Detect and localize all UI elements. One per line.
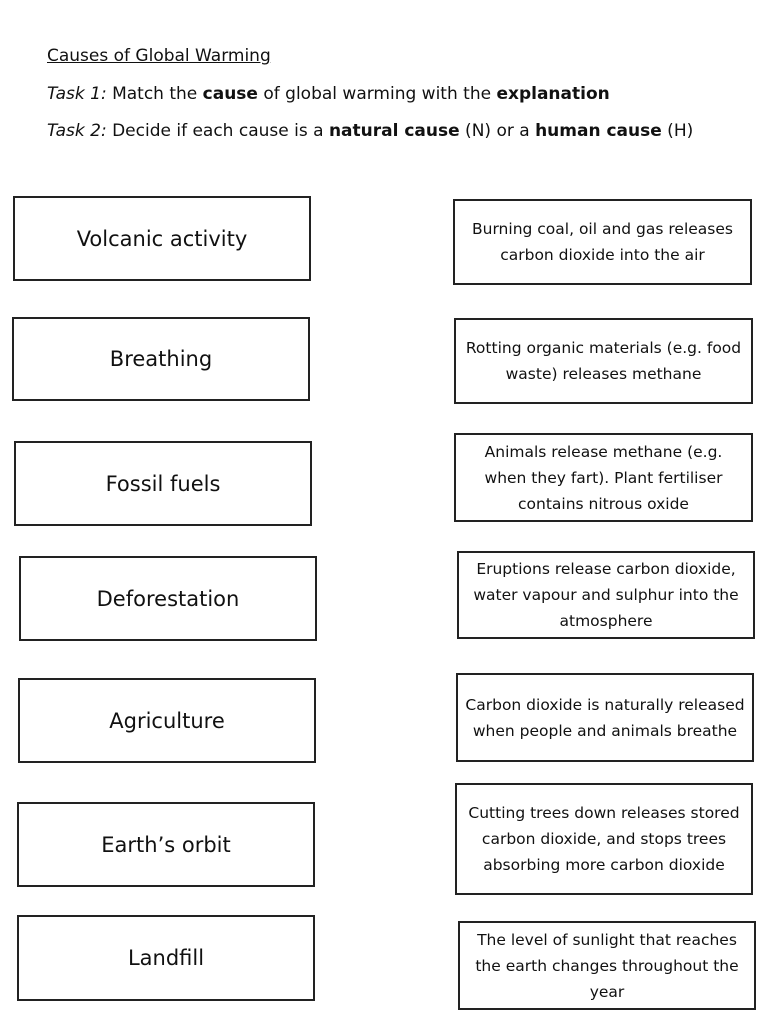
task-2-text-c: (H) — [661, 121, 694, 141]
cause-card-landfill[interactable]: Landfill — [17, 915, 315, 1001]
cause-card-breathing[interactable]: Breathing — [12, 317, 310, 401]
task-2-text-b: (N) or a — [459, 121, 536, 141]
cause-card-deforestation[interactable]: Deforestation — [19, 556, 317, 641]
cause-card-agriculture[interactable]: Agriculture — [18, 678, 316, 763]
task-1-text-b: of global warming with the — [257, 84, 497, 104]
task-2-text-a: Decide if each cause is a — [106, 121, 329, 141]
task-2-keyword-natural: natural cause — [328, 121, 460, 141]
task-1-text-a: Match the — [106, 84, 203, 104]
explanation-card-volcanic-activity[interactable]: Eruptions release carbon dioxide, water vapour and sulphur into the atmosphere — [457, 551, 755, 639]
worksheet-title: Causes of Global Warming — [47, 46, 271, 66]
task-2-label: Task 2: — [47, 121, 107, 141]
explanation-card-breathing[interactable]: Carbon dioxide is naturally released when people and animals breathe — [456, 673, 754, 762]
cause-card-volcanic-activity[interactable]: Volcanic activity — [13, 196, 311, 281]
task-1-keyword-cause: cause — [202, 84, 258, 104]
task-1-label: Task 1: — [47, 84, 107, 104]
task-2-instruction — [47, 121, 693, 141]
explanation-card-deforestation[interactable]: Cutting trees down releases stored carbon dioxide, and stops trees absorbing more carbon dioxide — [455, 783, 753, 895]
cause-card-earths-orbit[interactable]: Earth’s orbit — [17, 802, 315, 887]
task-2-keyword-human: human cause — [535, 121, 662, 141]
task-1-instruction — [47, 84, 610, 104]
explanation-card-landfill[interactable]: Rotting organic materials (e.g. food waste) releases methane — [454, 318, 753, 404]
explanation-card-earths-orbit[interactable]: The level of sunlight that reaches the earth changes throughout the year — [458, 921, 756, 1010]
explanation-card-agriculture[interactable]: Animals release methane (e.g. when they fart). Plant fertiliser contains nitrous oxide — [454, 433, 753, 522]
explanation-card-fossil-fuels[interactable]: Burning coal, oil and gas releases carbon dioxide into the air — [453, 199, 752, 285]
cause-card-fossil-fuels[interactable]: Fossil fuels — [14, 441, 312, 526]
task-1-keyword-explanation: explanation — [496, 84, 610, 104]
